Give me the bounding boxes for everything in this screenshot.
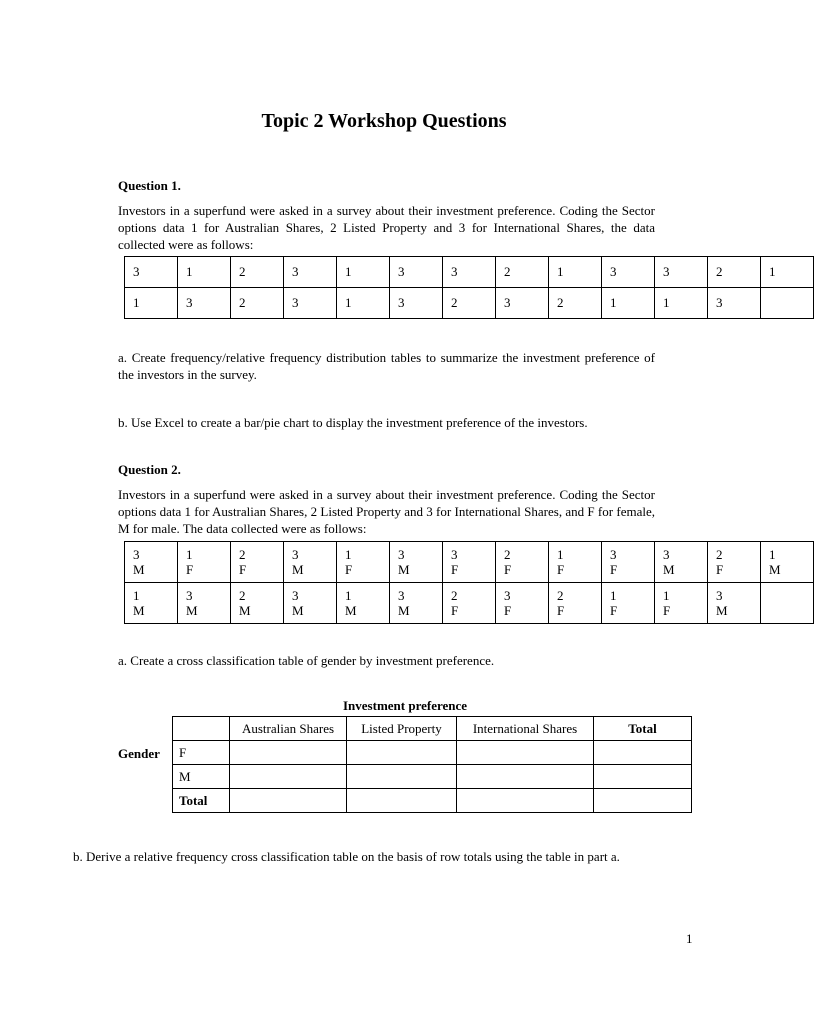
question-2-part-a: a. Create a cross classification table of gender by investment preference.	[118, 653, 495, 668]
header-international-shares: International Shares	[457, 717, 594, 741]
gender-code: M	[769, 562, 781, 577]
sector-code: 1	[345, 588, 352, 603]
table-row	[173, 741, 692, 765]
gender-code: F	[716, 562, 724, 577]
page-number: 1	[686, 931, 693, 946]
gender-code: M	[292, 603, 304, 618]
table-cell: 2	[231, 288, 284, 319]
header-listed-property: Listed Property	[347, 717, 457, 741]
question-2-part-b: b. Derive a relative frequency cross classification table on the basis of row totals using the table in part a.	[73, 849, 620, 864]
sector-code: 2	[239, 547, 246, 562]
table-row	[173, 789, 692, 813]
question-2-heading: Question 2.	[118, 462, 181, 477]
table-cell	[284, 542, 337, 583]
sector-code: 1	[610, 588, 617, 603]
sector-code: 3	[186, 588, 193, 603]
gender-code: M	[239, 603, 251, 618]
table-cell	[337, 583, 390, 624]
header-cell-blank	[173, 717, 230, 741]
gender-code: M	[292, 562, 304, 577]
table-cell: 1	[602, 288, 655, 319]
question-1-heading: Question 1.	[118, 178, 181, 193]
gender-code: M	[398, 562, 410, 577]
table-cell	[230, 765, 347, 789]
table-cell	[594, 765, 692, 789]
table-cell: 3	[602, 257, 655, 288]
table-cell	[231, 542, 284, 583]
sector-code: 3	[133, 547, 140, 562]
table-cell	[761, 288, 814, 319]
table-cell	[549, 542, 602, 583]
gender-code: M	[186, 603, 198, 618]
gender-code: M	[716, 603, 728, 618]
gender-code: F	[451, 603, 459, 618]
table-cell	[125, 583, 178, 624]
table-row	[173, 765, 692, 789]
table-cell: 1	[549, 257, 602, 288]
table-cell: 1	[761, 257, 814, 288]
sector-code: 2	[239, 588, 246, 603]
table-cell: 2	[549, 288, 602, 319]
gender-code: F	[504, 603, 512, 618]
gender-code: F	[557, 562, 565, 577]
table-cell	[125, 542, 178, 583]
sector-code: 1	[663, 588, 670, 603]
header-total: Total	[594, 717, 692, 741]
question-1-intro: Investors in a superfund were asked in a survey about their investment preference. Coding the Sector options data 1 for Australian Shares, 2 Listed Property and 3 for International Shares, the data collected were as follows:	[118, 203, 655, 252]
table-cell	[178, 583, 231, 624]
sector-code: 1	[186, 547, 193, 562]
sector-code: 3	[451, 547, 458, 562]
table-cell	[347, 765, 457, 789]
table-cell	[761, 583, 814, 624]
table-cell: 3	[496, 288, 549, 319]
table-cell: 3	[390, 288, 443, 319]
table-cell: 3	[390, 257, 443, 288]
table-cell	[761, 542, 814, 583]
table-row	[125, 542, 814, 583]
table-cell: 1	[337, 257, 390, 288]
sector-code: 2	[557, 588, 564, 603]
gender-code: M	[398, 603, 410, 618]
table-cell: 3	[708, 288, 761, 319]
table-cell	[231, 583, 284, 624]
cross-table-row-label: Gender	[118, 746, 160, 761]
sector-code: 3	[716, 588, 723, 603]
row-label-f: F	[173, 741, 230, 765]
table-cell: 1	[337, 288, 390, 319]
gender-code: F	[451, 562, 459, 577]
table-row	[125, 257, 814, 288]
table-cell	[496, 542, 549, 583]
table-cell: 3	[125, 257, 178, 288]
gender-code: M	[345, 603, 357, 618]
table-cell	[230, 789, 347, 813]
page-title: Topic 2 Workshop Questions	[261, 110, 507, 132]
table-cell	[457, 789, 594, 813]
table-cell	[594, 789, 692, 813]
table-cell: 1	[178, 257, 231, 288]
table-cell	[457, 765, 594, 789]
table-cell: 1	[655, 288, 708, 319]
sector-code: 3	[398, 588, 405, 603]
row-label-m: M	[173, 765, 230, 789]
gender-code: F	[239, 562, 247, 577]
sector-code: 3	[610, 547, 617, 562]
sector-code: 3	[292, 588, 299, 603]
sector-code: 1	[345, 547, 352, 562]
table-cell	[284, 583, 337, 624]
table-cell: 2	[443, 288, 496, 319]
gender-code: M	[133, 603, 145, 618]
table-cell	[390, 542, 443, 583]
table-cell	[230, 741, 347, 765]
sector-code: 2	[504, 547, 511, 562]
table-cell	[549, 583, 602, 624]
table-cell	[602, 542, 655, 583]
table-cell	[602, 583, 655, 624]
table-cell: 3	[284, 257, 337, 288]
sector-code: 3	[504, 588, 511, 603]
gender-code: F	[345, 562, 353, 577]
question-2-intro: Investors in a superfund were asked in a survey about their investment preference. Coding the Sector options data 1 for Australian Shares, 2 Listed Property and 3 for International Shares, and F for female, M for male. The data collected were as follows:	[118, 487, 655, 536]
header-australian-shares: Australian Shares	[230, 717, 347, 741]
table-cell	[457, 741, 594, 765]
question-1-part-a: a. Create frequency/relative frequency distribution tables to summarize the investment preference of the investors in the survey.	[118, 350, 655, 382]
gender-code: F	[186, 562, 194, 577]
cross-table-caption: Investment preference	[343, 698, 468, 713]
table-cell	[443, 542, 496, 583]
table-cell: 2	[708, 257, 761, 288]
sector-code: 3	[292, 547, 299, 562]
table-cell	[178, 542, 231, 583]
sector-code: 1	[769, 547, 776, 562]
table-cell: 3	[284, 288, 337, 319]
table-cell	[347, 741, 457, 765]
gender-code: F	[663, 603, 671, 618]
table-row	[125, 583, 814, 624]
sector-code: 2	[451, 588, 458, 603]
table-cell: 2	[231, 257, 284, 288]
gender-code: F	[504, 562, 512, 577]
cross-classification-table	[172, 716, 692, 813]
table-cell: 3	[655, 257, 708, 288]
sector-code: 1	[133, 588, 140, 603]
table-cell	[347, 789, 457, 813]
table-cell	[655, 583, 708, 624]
gender-code: M	[133, 562, 145, 577]
question-1-data-table	[124, 256, 814, 319]
gender-code: F	[610, 603, 618, 618]
table-cell: 2	[496, 257, 549, 288]
sector-code: 3	[663, 547, 670, 562]
question-2-data-table	[124, 541, 814, 624]
table-cell	[708, 583, 761, 624]
row-label-total: Total	[173, 789, 230, 813]
table-cell: 3	[443, 257, 496, 288]
table-header-row	[173, 717, 692, 741]
table-cell	[337, 542, 390, 583]
table-cell	[594, 741, 692, 765]
table-cell: 3	[178, 288, 231, 319]
table-row	[125, 288, 814, 319]
gender-code: F	[557, 603, 565, 618]
gender-code: M	[663, 562, 675, 577]
table-cell: 1	[125, 288, 178, 319]
table-cell	[708, 542, 761, 583]
question-1-part-b: b. Use Excel to create a bar/pie chart to display the investment preference of the investors.	[118, 415, 588, 430]
gender-code: F	[610, 562, 618, 577]
table-cell	[443, 583, 496, 624]
sector-code: 1	[557, 547, 564, 562]
sector-code: 2	[716, 547, 723, 562]
table-cell	[390, 583, 443, 624]
table-cell	[655, 542, 708, 583]
table-cell	[496, 583, 549, 624]
sector-code: 3	[398, 547, 405, 562]
